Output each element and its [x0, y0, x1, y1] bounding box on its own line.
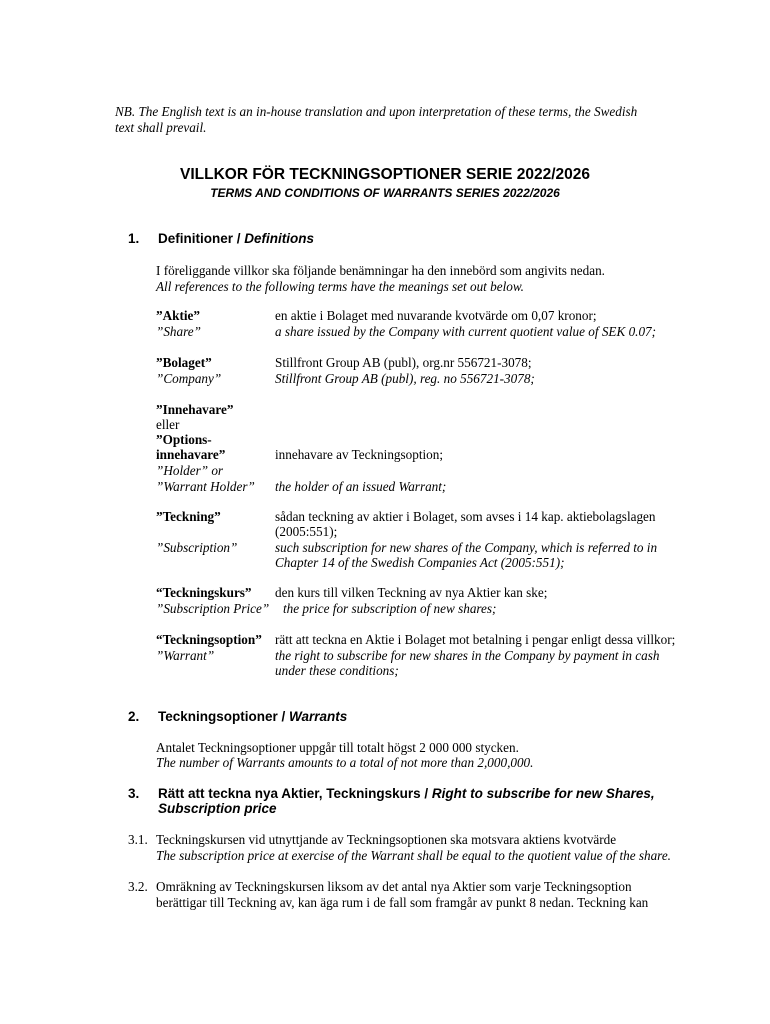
section3-number: 3.: [128, 786, 140, 801]
def-teckning-en-1: such subscription for new shares of the Company, which is referred to in: [275, 540, 658, 555]
def-term-bolaget-en: ”Company”: [156, 371, 222, 386]
para-3-1-sv: Teckningskursen vid utnyttjande av Teckningsoptionen ska motsvara aktiens kvotvärde: [156, 832, 617, 847]
para-3-2-sv-1: Omräkning av Teckningskursen liksom av det antal nya Aktier som varje Teckningsoption: [156, 879, 632, 894]
section1-intro-en: All references to the following terms have the meanings set out below.: [156, 279, 524, 294]
translation-note-line1: NB. The English text is an in-house translation and upon interpretation of these terms, the Swedish: [115, 104, 638, 119]
section1-intro-sv: I föreliggande villkor ska följande benämningar ha den innebörd som angivits nedan.: [156, 263, 605, 278]
def-teckning-sv-2: (2005:551);: [275, 524, 338, 539]
def-term-teckningsoption-en: ”Warrant”: [156, 648, 215, 663]
section1-heading-en: Definitions: [244, 231, 315, 246]
section1-heading-sv: Definitioner /: [158, 231, 245, 246]
def-bolaget-en: Stillfront Group AB (publ), reg. no 556721-3078;: [275, 371, 535, 386]
def-innehavare-en: the holder of an issued Warrant;: [275, 479, 447, 494]
def-teckningskurs-en: the price for subscription of new shares;: [283, 601, 497, 616]
section3-heading-en-2: Subscription price: [158, 801, 277, 816]
section2-body-sv: Antalet Teckningsoptioner uppgår till totalt högst 2 000 000 stycken.: [156, 740, 519, 755]
section1-heading: [158, 231, 314, 246]
translation-note-line2: text shall prevail.: [115, 120, 207, 135]
def-term-teckningskurs-sv: “Teckningskurs”: [156, 585, 252, 600]
document-subtitle: TERMS AND CONDITIONS OF WARRANTS SERIES 2022/2026: [210, 186, 560, 200]
def-aktie-sv: en aktie i Bolaget med nuvarande kvotvärde om 0,07 kronor;: [275, 308, 597, 323]
def-teckning-sv-1: sådan teckning av aktier i Bolaget, som avses i 14 kap. aktiebolagslagen: [275, 509, 656, 524]
def-term-aktie-sv: ”Aktie”: [156, 308, 200, 323]
para-3-1-en: The subscription price at exercise of the Warrant shall be equal to the quotient value of the share.: [156, 848, 671, 863]
def-term-innehavare-en-2: ”Warrant Holder”: [156, 479, 255, 494]
section2-heading: [158, 709, 347, 724]
def-teckningsoption-sv: rätt att teckna en Aktie i Bolaget mot betalning i pengar enligt dessa villkor;: [275, 632, 676, 647]
def-term-innehavare-sv-2: eller: [156, 417, 180, 432]
def-teckning-en-2: Chapter 14 of the Swedish Companies Act (2005:551);: [275, 555, 565, 570]
def-term-bolaget-sv: ”Bolaget”: [156, 355, 212, 370]
section1-number: 1.: [128, 231, 140, 246]
section2-body-en: The number of Warrants amounts to a total of not more than 2,000,000.: [156, 755, 534, 770]
section3-heading-sv: Rätt att teckna nya Aktier, Teckningskurs /: [158, 786, 432, 801]
document-title: VILLKOR FÖR TECKNINGSOPTIONER SERIE 2022/2026: [180, 166, 590, 183]
def-term-teckningsoption-sv: “Teckningsoption”: [156, 632, 262, 647]
def-term-innehavare-sv-4: innehavare”: [156, 447, 226, 462]
section3-heading-line1: [158, 786, 655, 801]
def-term-innehavare-sv-3: ”Options-: [156, 432, 212, 447]
def-term-innehavare-en-1: ”Holder” or: [156, 463, 224, 478]
section2-number: 2.: [128, 709, 140, 724]
def-teckningskurs-sv: den kurs till vilken Teckning av nya Aktier kan ske;: [275, 585, 548, 600]
para-3-2-sv-2: berättigar till Teckning av, kan äga rum i de fall som framgår av punkt 8 nedan. Teckning kan: [156, 895, 649, 910]
def-term-teckning-en: ”Subscription”: [156, 540, 238, 555]
def-term-teckningskurs-en: ”Subscription Price”: [156, 601, 270, 616]
def-teckningsoption-en-2: under these conditions;: [275, 663, 399, 678]
section2-heading-sv: Teckningsoptioner /: [158, 709, 290, 724]
para-3-2-number: 3.2.: [128, 879, 148, 894]
def-bolaget-sv: Stillfront Group AB (publ), org.nr 556721-3078;: [275, 355, 532, 370]
para-3-1-number: 3.1.: [128, 832, 148, 847]
def-term-aktie-en: ”Share”: [156, 324, 201, 339]
def-aktie-en: a share issued by the Company with current quotient value of SEK 0.07;: [275, 324, 657, 339]
def-term-teckning-sv: ”Teckning”: [156, 509, 221, 524]
section2-heading-en: Warrants: [289, 709, 348, 724]
section3-heading-en-1: Right to subscribe for new Shares,: [431, 786, 655, 801]
def-innehavare-sv: innehavare av Teckningsoption;: [275, 447, 444, 462]
def-term-innehavare-sv-1: ”Innehavare”: [156, 402, 234, 417]
def-teckningsoption-en-1: the right to subscribe for new shares in the Company by payment in cash: [275, 648, 660, 663]
